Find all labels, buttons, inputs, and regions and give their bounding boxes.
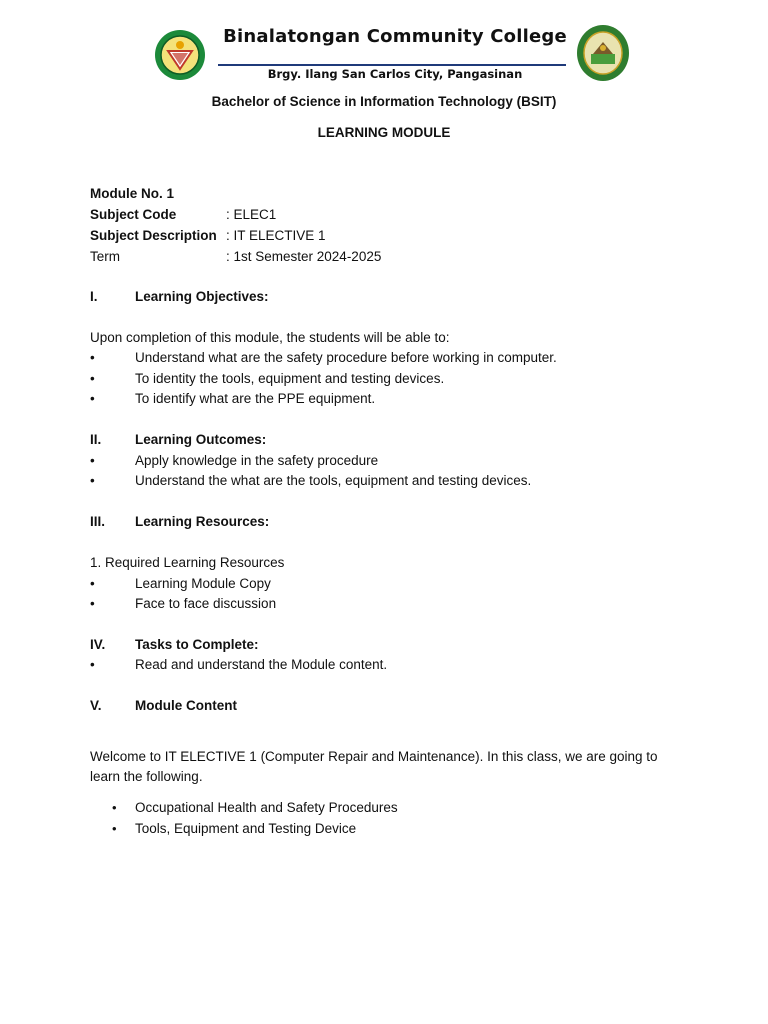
header-divider	[218, 64, 566, 66]
content-paragraph: Welcome to IT ELECTIVE 1 (Computer Repair and Maintenance). In this class, we are going to learn the following.	[90, 749, 658, 784]
objectives-intro: Upon completion of this module, the students will be able to:	[90, 330, 450, 345]
outcome-item: Understand the what are the tools, equipment and testing devices.	[135, 473, 532, 488]
section-numeral-tasks: IV.	[90, 637, 106, 652]
document-title: LEARNING MODULE	[317, 125, 451, 140]
subject-code-label: Subject Code	[90, 207, 177, 222]
objective-item: To identify what are the PPE equipment.	[135, 391, 376, 406]
term-label: Term	[90, 249, 120, 264]
bullet-marker: •	[90, 657, 95, 672]
resources-subheading: 1. Required Learning Resources	[90, 555, 285, 570]
section-heading-resources: Learning Resources:	[135, 514, 270, 529]
bullet-marker: •	[90, 453, 95, 468]
section-numeral-content: V.	[90, 698, 102, 713]
module-number: Module No. 1	[90, 186, 174, 201]
objective-item: To identity the tools, equipment and testing devices.	[135, 371, 445, 386]
subject-code-value: : ELEC1	[226, 207, 277, 222]
section-heading-content: Module Content	[135, 698, 237, 713]
section-numeral-resources: III.	[90, 514, 106, 529]
section-heading-objectives: Learning Objectives:	[135, 289, 269, 304]
bullet-marker: •	[90, 473, 95, 488]
section-heading-tasks: Tasks to Complete:	[135, 637, 259, 652]
outcome-item: Apply knowledge in the safety procedure	[135, 453, 379, 468]
term-value: : 1st Semester 2024-2025	[226, 249, 382, 264]
program-title: Bachelor of Science in Information Technology (BSIT)	[211, 94, 557, 109]
resource-item: Face to face discussion	[135, 596, 277, 611]
bullet-marker: •	[90, 391, 95, 406]
bullet-marker: •	[90, 596, 95, 611]
bullet-marker: •	[90, 576, 95, 591]
task-item: Read and understand the Module content.	[135, 657, 388, 672]
section-heading-outcomes: Learning Outcomes:	[135, 432, 267, 447]
section-numeral-outcomes: II.	[90, 432, 102, 447]
bullet-marker: •	[90, 350, 95, 365]
subject-description-value: : IT ELECTIVE 1	[226, 228, 326, 243]
subject-description-label: Subject Description	[90, 228, 217, 243]
resource-item: Learning Module Copy	[135, 576, 271, 591]
bullet-marker: •	[112, 800, 117, 815]
content-item: Tools, Equipment and Testing Device	[135, 821, 357, 836]
college-address: Brgy. Ilang San Carlos City, Pangasinan	[267, 67, 523, 81]
section-numeral-objectives: I.	[90, 289, 98, 304]
bullet-marker: •	[90, 371, 95, 386]
objective-item: Understand what are the safety procedure before working in computer.	[135, 350, 557, 365]
bullet-marker: •	[112, 821, 117, 836]
content-item: Occupational Health and Safety Procedures	[135, 800, 398, 815]
college-name: Binalatongan Community College	[223, 26, 567, 47]
